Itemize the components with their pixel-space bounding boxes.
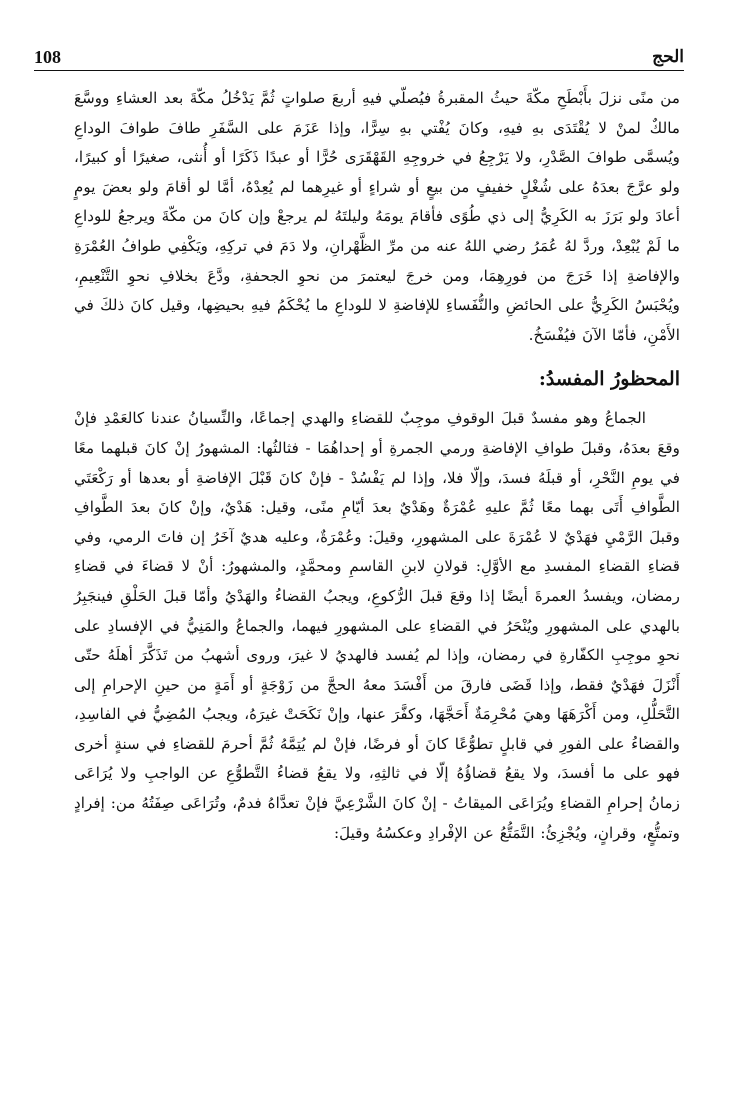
page-number: 108 <box>34 47 61 67</box>
paragraph-invalidating-prohibition: الجماعُ وهو مفسدٌ قبلَ الوقوفِ موجِبٌ للقضاءِ والهدي إجماعًا، والنِّسيانُ عندنا كالعَمْدِ فإنْ وقعَ بعدَهُ، وقبلَ طوافِ الإفاضةِ ورمي الجمرةِ أو إحداهُمَا - فثالثُها: المشهورُ إنْ كانَ قبلهما معًا في يومِ النَّحْرِ، أو قبلَهُ فسدَ، وإلّا فلا، وإذا لم يَفْسُدْ - فإنْ كانَ قَبْلَ الإفاضةِ أو بعدها أو رَكْعَتَي الطَّوافِ أَتَى بهما معًا ثُمَّ عليهِ عُمْرَةٌ وهَدْيٌ بعدَ أيّامِ منًى، وقيل: هَدْيٌ، وإنْ كانَ بعدَ الطَّوافِ وقبلَ الرَّمْيِ فهَدْيٌ لا عُمْرَةَ على المشهورِ، وقيلَ: وعُمْرَةٌ، وعليه هديٌ آخَرُ إن فاتَ الرمي، وفي قضاءِ القضاءِ المفسدِ مع الأوَّلِ: قولانِ لابنِ القاسمِ ومحمَّدٍ، والمشهورُ: أنْ لا قضاءَ في قضاءِ رمضان، ويفسدُ العمرةَ أيضًا إذا وقعَ قبلَ الرُّكوعِ، ويجبُ القضاءُ والهَدْيُ وأمّا قبلَ الحَلْقِ فينجَبِرُ بالهدي على المشهورِ ويُنْحَرُ في القضاءِ على المشهورِ فيهما، والجماعُ والمَنِيُّ في الإفسادِ على نحوِ موجِبِ الكفّارةِ في رمضان، وإذا لم يُفسد فالهديُ لا غيرَ، وروى أشهبُ من تَذَكَّرَ أهلَهُ حتّى أَنْزَلَ فهَدْيٌ فقط، وإذا قَضَى فارقَ من أَفْسَدَ معهُ الحجَّ من زَوْجَةٍ أو أَمَةٍ من حينِ الإحرامِ إلى التَّحَلُّلِ، ومن أَكْرَهَهَا وهيَ مُحْرِمَةٌ أَحَجَّهَا، وكفَّرَ عنها، وإنْ نَكَحَتْ غيرَهُ، ويجبُ المُضِيُّ في الفاسِدِ، والقضاءُ على الفورِ في قابلٍ تطوُّعًا كانَ أو فرضًا، فإنْ لم يُتِمَّهُ ثُمَّ أحرمَ للقضاءِ في سنةٍ أخرى فهو على ما أفسدَ، ولا يقعُ قضاؤُهُ إلّا في ثالثِهِ، ولا يقعُ قضاءُ التَّطوُّعِ عن الواجبِ ولا يُرَاعَى زمانُ إحرامِ القضاءِ ويُرَاعَى الميقاتُ - إنْ كانَ الشَّرْعِيَّ فإنْ تعدَّاهُ فدمٌ، وتُرَاعَى صِفَتُهُ من: إفرادٍ وتمتُّعٍ، وقرانٍ، ويُجْزِئُ: التَّمَتُّعُ عن الإفْرادِ وعكسُهُ وقيلَ: <box>74 409 680 842</box>
page-header <box>34 36 684 71</box>
page-body <box>74 84 680 848</box>
section-heading: المحظورُ المفسدُ: <box>538 368 680 391</box>
running-title: الحج <box>652 47 684 67</box>
paragraph-farewell-tawaf: من منًى نزلَ بأَبْطَحِ مكّةَ حيثُ المقبرةُ فيُصلّي فيهِ أربعَ صلواتٍ ثُمَّ يَدْخُلُ مكّةَ بعد العشاءِ ووسَّعَ مالكٌ لمنْ لا يُقْتَدَى بهِ فيهِ، وكانَ يُفْتي بهِ سِرًّا، وإذا عَزَمَ على السَّفَرِ طافَ طوافَ الوداعِ ويُسمَّى طوافَ الصَّدْرِ، ولا يَرْجِعُ في خروجِهِ القَهْقَرَى حُرًّا أو عبدًا ذَكَرًا أو أُنثى، صغيرًا أو كبيرًا، ولو عرَّجَ بعدَهُ على شُغْلٍ خفيفٍ من بيعٍ أو شراءٍ أو غيرِهما لم يُعِدْهُ، أمَّا لو أقامَ ولو بعضَ يومٍ أعادَ ولو بَرَزَ به الكَرِيُّ إلى ذي طُوًى فأقامَ يومَهُ وليلتَهُ لم يرجعْ وإن كانَ من مكّةَ ويرجعُ للوداعِ ما لَمْ يُبْعِدْ، وردَّ لهُ عُمَرُ رضي اللهُ عنه من مرِّ الظَّهْرانِ، ولا دَمَ في تركِهِ، ويَكْفِي طوافُ العُمْرَةِ والإفاضةِ إذا خَرَجَ من فورِهِمَا، ومن خرجَ ليعتمرَ من نحوِ الجحفةِ، ودَّعَ بخلافِ نحوِ التَّنْعِيمِ، ويُحْبَسُ الكَرِيُّ على الحائضِ والنُّفَساءِ للإفاضةِ لا للوداعِ ما يُحْكَمُ فيهِ بحيضِها، وقيل كانَ ذلكَ في الأَمْنِ، فأمّا الآنَ فيُفْسَخُ. <box>74 89 680 344</box>
